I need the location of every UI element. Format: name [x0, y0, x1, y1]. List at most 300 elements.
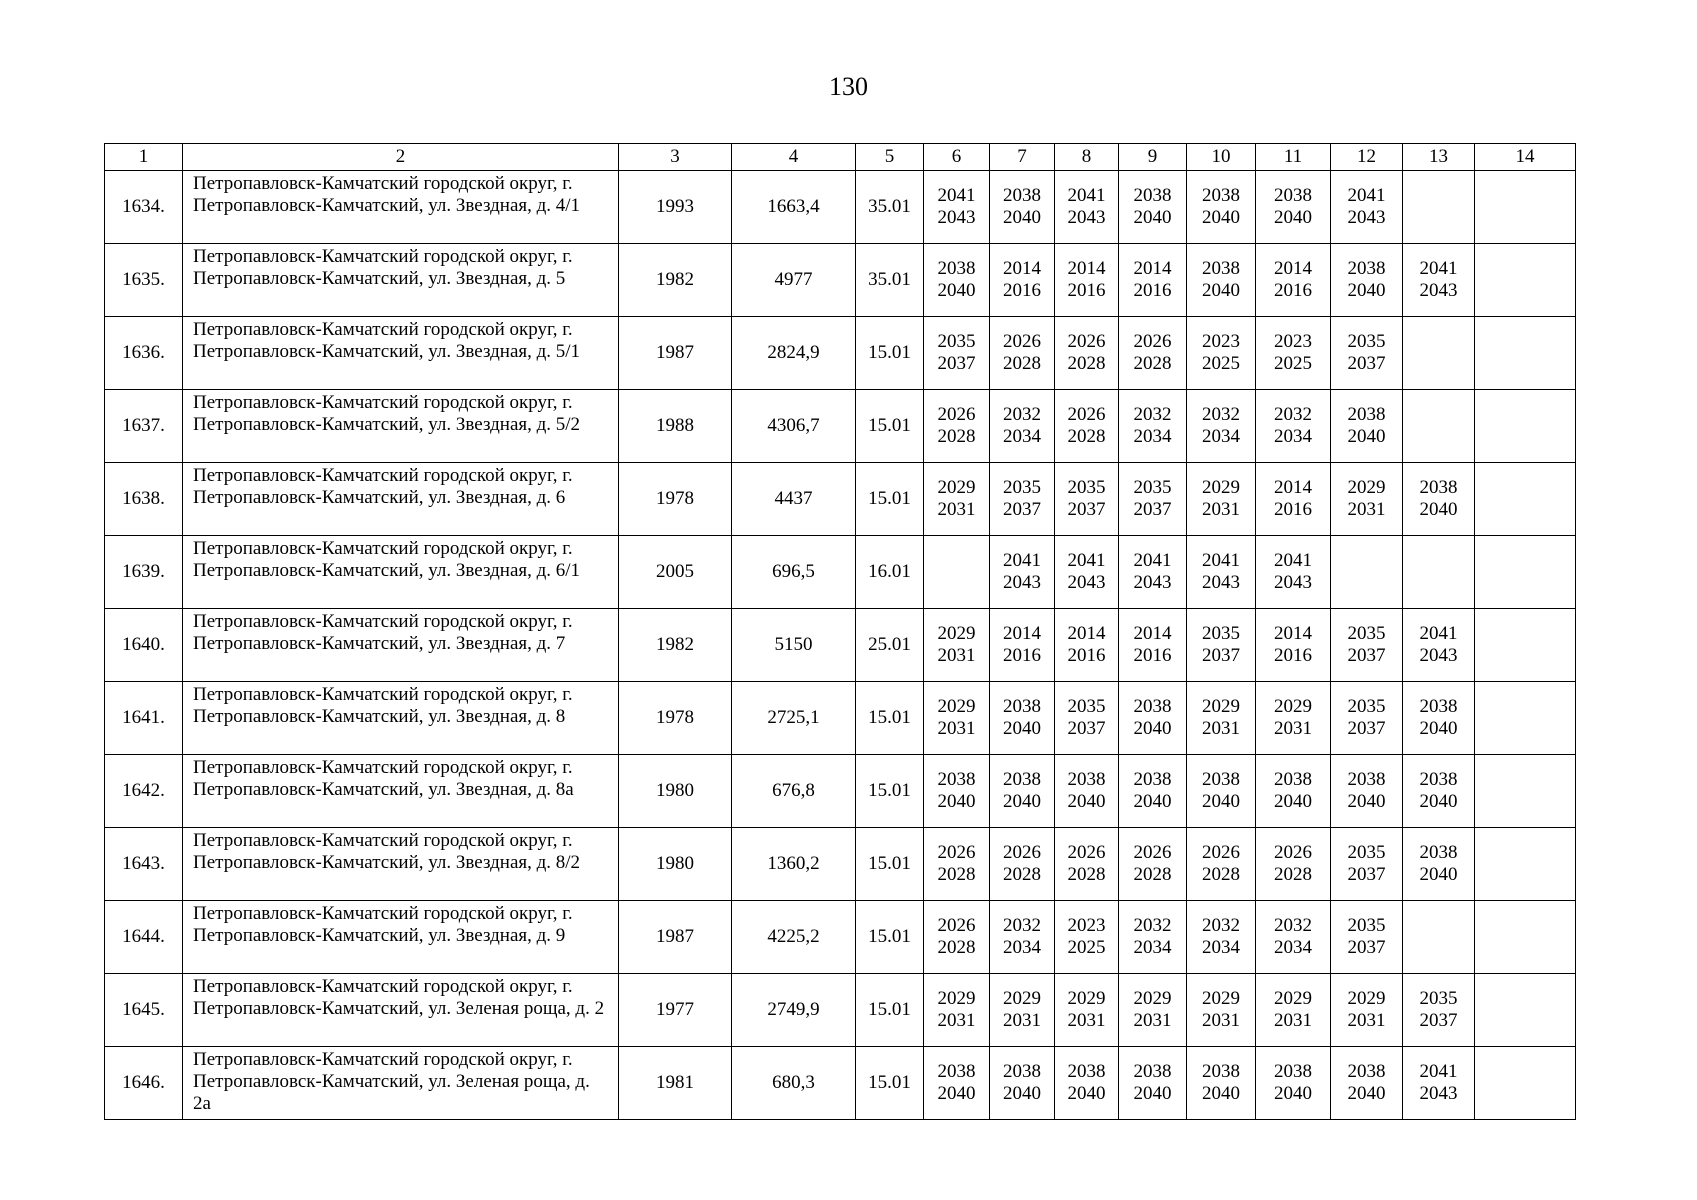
period-cell [1119, 244, 1187, 317]
period-start-year: 2014 [1274, 258, 1312, 279]
period-cell [990, 317, 1055, 390]
address-cell: Петропавловск-Камчатский городской округ, г. Петропавловск-Камчатский, ул. Звездная, д. 5/1 [183, 317, 619, 390]
period-end-year: 2040 [1419, 791, 1458, 812]
table-header-row [105, 144, 1576, 171]
period-start-year: 2029 [937, 477, 976, 498]
column-header: 3 [619, 144, 732, 171]
code-cell: 15.01 [856, 390, 924, 463]
period-start-year: 2023 [1067, 915, 1106, 936]
period-cell [1331, 974, 1403, 1047]
period-end-year: 2031 [1003, 1010, 1041, 1031]
period-end-year: 2040 [1347, 1083, 1386, 1104]
period-end-year: 2016 [1274, 499, 1312, 520]
period-start-year: 2038 [1347, 258, 1386, 279]
period-cell [1119, 1047, 1187, 1120]
period-end-year: 2016 [1274, 645, 1312, 666]
period-cell [1403, 828, 1475, 901]
period-end-year: 2028 [1003, 864, 1041, 885]
period-end-year: 2037 [1347, 864, 1386, 885]
period-cell [1187, 828, 1256, 901]
period-cell [1119, 901, 1187, 974]
year-built-cell: 1982 [619, 609, 732, 682]
period-cell [990, 755, 1055, 828]
column-header: 6 [924, 144, 990, 171]
period-start-year: 2038 [1419, 769, 1458, 790]
period-cell [1403, 244, 1475, 317]
period-end-year: 2037 [1347, 937, 1386, 958]
period-start-year: 2026 [937, 404, 976, 425]
period-cell [1475, 171, 1576, 244]
period-start-year: 2029 [1347, 988, 1386, 1009]
table-row [105, 974, 1576, 1047]
period-cell [1256, 390, 1331, 463]
period-end-year: 2040 [1274, 207, 1312, 228]
period-start-year: 2038 [1003, 696, 1041, 717]
period-end-year: 2028 [937, 937, 976, 958]
period-end-year: 2031 [1202, 1010, 1240, 1031]
row-number: 1643. [105, 828, 183, 901]
period-end-year: 2040 [1274, 791, 1312, 812]
period-end-year: 2043 [1419, 280, 1458, 301]
period-end-year: 2025 [1067, 937, 1106, 958]
code-cell: 25.01 [856, 609, 924, 682]
period-start-year: 2029 [937, 623, 976, 644]
period-cell [1119, 536, 1187, 609]
period-cell [1475, 828, 1576, 901]
period-end-year: 2034 [1274, 426, 1312, 447]
period-cell [1187, 755, 1256, 828]
period-cell [1187, 244, 1256, 317]
year-built-cell: 1978 [619, 463, 732, 536]
period-end-year: 2016 [1003, 645, 1041, 666]
period-end-year: 2040 [1202, 280, 1240, 301]
table-row [105, 171, 1576, 244]
period-cell [924, 974, 990, 1047]
address-cell: Петропавловск-Камчатский городской округ, г. Петропавловск-Камчатский, ул. Звездная, д. 8/2 [183, 828, 619, 901]
period-start-year: 2026 [1274, 842, 1312, 863]
address-cell: Петропавловск-Камчатский городской округ, г. Петропавловск-Камчатский, ул. Зеленая роща, д. 2а [183, 1047, 619, 1120]
period-end-year: 2040 [1003, 791, 1041, 812]
period-end-year: 2031 [1133, 1010, 1172, 1031]
period-cell [990, 974, 1055, 1047]
period-end-year: 2034 [1274, 937, 1312, 958]
code-cell: 35.01 [856, 171, 924, 244]
period-end-year: 2028 [1274, 864, 1312, 885]
period-end-year: 2037 [1347, 645, 1386, 666]
period-start-year: 2035 [1067, 477, 1106, 498]
period-start-year: 2038 [1274, 185, 1312, 206]
period-end-year: 2040 [1067, 791, 1106, 812]
period-end-year: 2031 [1202, 718, 1240, 739]
period-end-year: 2016 [1133, 645, 1172, 666]
area-cell: 4437 [732, 463, 856, 536]
period-start-year: 2038 [1067, 1061, 1106, 1082]
period-start-year: 2026 [1067, 404, 1106, 425]
year-built-cell: 2005 [619, 536, 732, 609]
table-row [105, 901, 1576, 974]
period-end-year: 2037 [1067, 718, 1106, 739]
period-start-year: 2032 [1003, 404, 1041, 425]
column-header: 12 [1331, 144, 1403, 171]
period-end-year: 2028 [937, 864, 976, 885]
period-start-year: 2038 [1347, 404, 1386, 425]
column-header: 14 [1475, 144, 1576, 171]
period-end-year: 2034 [1003, 426, 1041, 447]
period-cell [1119, 171, 1187, 244]
period-start-year: 2041 [1133, 550, 1172, 571]
period-start-year: 2038 [1347, 769, 1386, 790]
address-cell: Петропавловск-Камчатский городской округ, г. Петропавловск-Камчатский, ул. Звездная, д. 6/1 [183, 536, 619, 609]
period-start-year: 2014 [1274, 477, 1312, 498]
period-end-year: 2040 [937, 1083, 976, 1104]
area-cell: 2824,9 [732, 317, 856, 390]
period-end-year: 2037 [937, 353, 976, 374]
area-cell: 1663,4 [732, 171, 856, 244]
period-end-year: 2040 [1274, 1083, 1312, 1104]
period-end-year: 2043 [1003, 572, 1041, 593]
row-number: 1645. [105, 974, 183, 1047]
period-start-year: 2029 [1274, 696, 1312, 717]
period-end-year: 2040 [1347, 280, 1386, 301]
period-cell [990, 1047, 1055, 1120]
period-start-year: 2023 [1202, 331, 1240, 352]
period-start-year: 2035 [1202, 623, 1240, 644]
area-cell: 676,8 [732, 755, 856, 828]
column-header: 9 [1119, 144, 1187, 171]
period-cell [1403, 463, 1475, 536]
period-start-year: 2038 [937, 1061, 976, 1082]
year-built-cell: 1978 [619, 682, 732, 755]
period-end-year: 2037 [1347, 353, 1386, 374]
period-cell [1331, 1047, 1403, 1120]
period-end-year: 2037 [1133, 499, 1172, 520]
period-cell [924, 609, 990, 682]
period-start-year: 2035 [1347, 331, 1386, 352]
period-start-year: 2035 [1419, 988, 1458, 1009]
code-cell: 15.01 [856, 463, 924, 536]
period-end-year: 2043 [1067, 207, 1106, 228]
period-cell [1055, 171, 1119, 244]
period-cell [1331, 901, 1403, 974]
row-number: 1642. [105, 755, 183, 828]
period-cell [990, 828, 1055, 901]
period-start-year: 2026 [1133, 842, 1172, 863]
area-cell: 5150 [732, 609, 856, 682]
table-row [105, 317, 1576, 390]
period-cell [1331, 682, 1403, 755]
period-start-year: 2014 [1067, 623, 1106, 644]
period-end-year: 2043 [1067, 572, 1106, 593]
period-start-year: 2038 [1347, 1061, 1386, 1082]
period-cell [1475, 1047, 1576, 1120]
period-start-year: 2038 [1202, 185, 1240, 206]
period-end-year: 2034 [1202, 426, 1240, 447]
year-built-cell: 1988 [619, 390, 732, 463]
period-start-year: 2014 [1274, 623, 1312, 644]
year-built-cell: 1987 [619, 901, 732, 974]
period-cell [1403, 609, 1475, 682]
period-start-year: 2038 [1274, 1061, 1312, 1082]
period-start-year: 2032 [1274, 915, 1312, 936]
period-start-year: 2032 [1133, 404, 1172, 425]
table-row [105, 536, 1576, 609]
period-end-year: 2040 [1419, 864, 1458, 885]
period-cell [1119, 828, 1187, 901]
year-built-cell: 1993 [619, 171, 732, 244]
period-start-year: 2035 [1347, 915, 1386, 936]
period-end-year: 2040 [1133, 1083, 1172, 1104]
period-start-year: 2038 [1419, 842, 1458, 863]
period-end-year: 2043 [1133, 572, 1172, 593]
period-start-year: 2038 [1003, 769, 1041, 790]
period-cell [1055, 901, 1119, 974]
code-cell: 16.01 [856, 536, 924, 609]
period-cell [924, 244, 990, 317]
period-cell [990, 244, 1055, 317]
column-header: 11 [1256, 144, 1331, 171]
period-cell [1331, 390, 1403, 463]
period-end-year: 2034 [1202, 937, 1240, 958]
period-start-year: 2026 [1067, 842, 1106, 863]
period-cell [1403, 317, 1475, 390]
year-built-cell: 1987 [619, 317, 732, 390]
period-cell [924, 901, 990, 974]
period-cell [1256, 828, 1331, 901]
period-end-year: 2031 [1274, 1010, 1312, 1031]
period-start-year: 2029 [1202, 988, 1240, 1009]
period-cell [1256, 682, 1331, 755]
area-cell: 696,5 [732, 536, 856, 609]
period-end-year: 2031 [937, 645, 976, 666]
period-end-year: 2040 [1202, 1083, 1240, 1104]
period-start-year: 2026 [937, 915, 976, 936]
period-cell [1475, 901, 1576, 974]
year-built-cell: 1980 [619, 755, 732, 828]
period-start-year: 2035 [1067, 696, 1106, 717]
row-number: 1644. [105, 901, 183, 974]
period-cell [1475, 463, 1576, 536]
period-start-year: 2029 [937, 988, 976, 1009]
period-start-year: 2035 [1347, 623, 1386, 644]
period-end-year: 2028 [1202, 864, 1240, 885]
period-start-year: 2038 [1133, 1061, 1172, 1082]
period-start-year: 2038 [1202, 1061, 1240, 1082]
period-start-year: 2032 [1202, 404, 1240, 425]
table-row [105, 463, 1576, 536]
period-end-year: 2034 [1003, 937, 1041, 958]
period-end-year: 2031 [937, 499, 976, 520]
period-cell [1475, 755, 1576, 828]
address-cell: Петропавловск-Камчатский городской округ, г. Петропавловск-Камчатский, ул. Звездная, д. 9 [183, 901, 619, 974]
period-cell [924, 463, 990, 536]
code-cell: 35.01 [856, 244, 924, 317]
period-start-year: 2038 [1067, 769, 1106, 790]
period-end-year: 2040 [1202, 791, 1240, 812]
row-number: 1637. [105, 390, 183, 463]
period-cell [1055, 244, 1119, 317]
period-end-year: 2031 [937, 718, 976, 739]
period-start-year: 2038 [1133, 185, 1172, 206]
period-start-year: 2041 [1274, 550, 1312, 571]
period-cell [1403, 390, 1475, 463]
table-row [105, 244, 1576, 317]
period-start-year: 2038 [1202, 258, 1240, 279]
row-number: 1636. [105, 317, 183, 390]
area-cell: 1360,2 [732, 828, 856, 901]
code-cell: 15.01 [856, 901, 924, 974]
period-end-year: 2034 [1133, 426, 1172, 447]
period-cell [1475, 317, 1576, 390]
period-cell [924, 755, 990, 828]
period-start-year: 2029 [937, 696, 976, 717]
period-cell [1187, 901, 1256, 974]
period-end-year: 2028 [1067, 426, 1106, 447]
period-cell [1119, 682, 1187, 755]
period-start-year: 2029 [1347, 477, 1386, 498]
period-cell [1331, 828, 1403, 901]
period-cell [1187, 1047, 1256, 1120]
period-end-year: 2031 [1067, 1010, 1106, 1031]
period-end-year: 2037 [1202, 645, 1240, 666]
period-end-year: 2040 [1133, 207, 1172, 228]
period-end-year: 2043 [1419, 645, 1458, 666]
period-cell [1187, 390, 1256, 463]
period-start-year: 2032 [1133, 915, 1172, 936]
code-cell: 15.01 [856, 974, 924, 1047]
period-start-year: 2041 [1419, 258, 1458, 279]
period-end-year: 2031 [1347, 1010, 1386, 1031]
row-number: 1638. [105, 463, 183, 536]
row-number: 1639. [105, 536, 183, 609]
address-cell: Петропавловск-Камчатский городской округ, г. Петропавловск-Камчатский, ул. Звездная, д. 5/2 [183, 390, 619, 463]
period-cell [1187, 463, 1256, 536]
address-cell: Петропавловск-Камчатский городской округ, г. Петропавловск-Камчатский, ул. Зеленая роща, д. 2 [183, 974, 619, 1047]
period-cell [924, 682, 990, 755]
period-cell [1055, 609, 1119, 682]
period-end-year: 2028 [1067, 353, 1106, 374]
address-cell: Петропавловск-Камчатский городской округ, г. Петропавловск-Камчатский, ул. Звездная, д. 4/1 [183, 171, 619, 244]
period-cell [990, 171, 1055, 244]
address-cell: Петропавловск-Камчатский городской округ, г. Петропавловск-Камчатский, ул. Звездная, д. 8а [183, 755, 619, 828]
period-end-year: 2037 [1347, 718, 1386, 739]
period-cell [1256, 244, 1331, 317]
period-start-year: 2041 [1003, 550, 1041, 571]
period-start-year: 2035 [1347, 696, 1386, 717]
period-end-year: 2034 [1133, 937, 1172, 958]
period-cell [1256, 463, 1331, 536]
row-number: 1634. [105, 171, 183, 244]
period-end-year: 2040 [937, 791, 976, 812]
period-cell [990, 682, 1055, 755]
period-cell [1256, 317, 1331, 390]
period-cell [924, 171, 990, 244]
period-end-year: 2040 [1133, 718, 1172, 739]
period-end-year: 2040 [1202, 207, 1240, 228]
year-built-cell: 1982 [619, 244, 732, 317]
period-start-year: 2038 [1419, 477, 1458, 498]
period-cell [1055, 317, 1119, 390]
period-start-year: 2014 [1003, 623, 1041, 644]
period-cell [1403, 755, 1475, 828]
period-start-year: 2032 [1274, 404, 1312, 425]
period-cell [1256, 609, 1331, 682]
period-start-year: 2038 [1133, 696, 1172, 717]
period-cell [990, 463, 1055, 536]
period-cell [1331, 317, 1403, 390]
period-cell [1403, 1047, 1475, 1120]
period-cell [924, 536, 990, 609]
period-end-year: 2016 [1274, 280, 1312, 301]
period-end-year: 2043 [1419, 1083, 1458, 1104]
period-start-year: 2029 [1274, 988, 1312, 1009]
period-cell [1187, 536, 1256, 609]
period-start-year: 2038 [1003, 1061, 1041, 1082]
period-cell [1119, 390, 1187, 463]
address-cell: Петропавловск-Камчатский городской округ, г. Петропавловск-Камчатский, ул. Звездная, д. 8 [183, 682, 619, 755]
period-start-year: 2038 [937, 769, 976, 790]
period-start-year: 2014 [1067, 258, 1106, 279]
period-end-year: 2043 [1274, 572, 1312, 593]
period-cell [924, 317, 990, 390]
period-end-year: 2040 [1067, 1083, 1106, 1104]
address-cell: Петропавловск-Камчатский городской округ, г. Петропавловск-Камчатский, ул. Звездная, д. 6 [183, 463, 619, 536]
code-cell: 15.01 [856, 317, 924, 390]
period-cell [1475, 390, 1576, 463]
code-cell: 15.01 [856, 682, 924, 755]
period-end-year: 2028 [1133, 864, 1172, 885]
period-cell [1055, 1047, 1119, 1120]
period-cell [1187, 609, 1256, 682]
period-cell [1119, 317, 1187, 390]
address-cell: Петропавловск-Камчатский городской округ, г. Петропавловск-Камчатский, ул. Звездная, д. 7 [183, 609, 619, 682]
row-number: 1640. [105, 609, 183, 682]
period-start-year: 2026 [1133, 331, 1172, 352]
period-cell [990, 536, 1055, 609]
period-start-year: 2038 [1003, 185, 1041, 206]
period-cell [1331, 609, 1403, 682]
code-cell: 15.01 [856, 1047, 924, 1120]
year-built-cell: 1981 [619, 1047, 732, 1120]
period-end-year: 2028 [1133, 353, 1172, 374]
period-cell [1256, 536, 1331, 609]
period-end-year: 2031 [1202, 499, 1240, 520]
period-cell [1475, 536, 1576, 609]
period-cell [1403, 901, 1475, 974]
period-cell [1055, 536, 1119, 609]
period-start-year: 2035 [1133, 477, 1172, 498]
period-cell [1475, 974, 1576, 1047]
column-header: 7 [990, 144, 1055, 171]
table-row [105, 682, 1576, 755]
period-start-year: 2041 [1419, 1061, 1458, 1082]
column-header: 2 [183, 144, 619, 171]
table-row [105, 1047, 1576, 1120]
year-built-cell: 1980 [619, 828, 732, 901]
code-cell: 15.01 [856, 755, 924, 828]
period-start-year: 2026 [1003, 842, 1041, 863]
period-end-year: 2037 [1419, 1010, 1458, 1031]
period-cell [1187, 682, 1256, 755]
period-cell [1475, 244, 1576, 317]
period-cell [1331, 755, 1403, 828]
period-start-year: 2029 [1202, 477, 1240, 498]
period-start-year: 2041 [1067, 185, 1106, 206]
row-number: 1641. [105, 682, 183, 755]
period-end-year: 2016 [1003, 280, 1041, 301]
area-cell: 4977 [732, 244, 856, 317]
period-end-year: 2040 [937, 280, 976, 301]
period-start-year: 2041 [1202, 550, 1240, 571]
